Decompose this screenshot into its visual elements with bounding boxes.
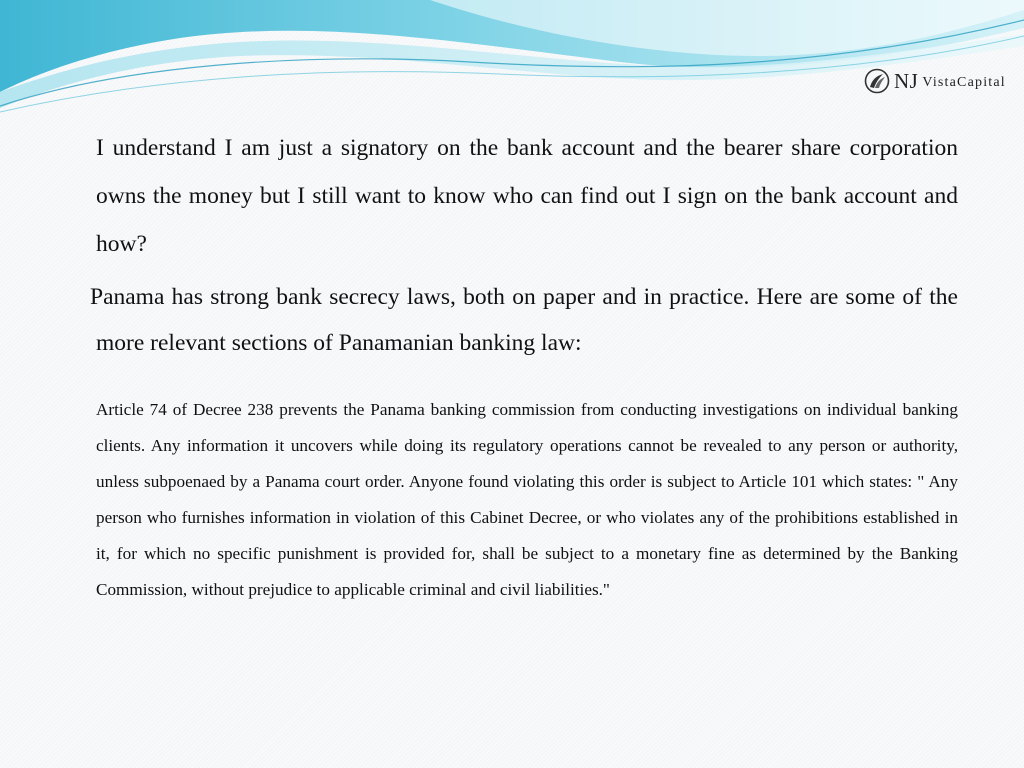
article-paragraph: Article 74 of Decree 238 prevents the Panama banking commission from conducting investigations on individual banking clients. Any information it uncovers while doing its regulatory operations cannot be revealed to any person or authority, unless subpoenaed by a Panama court order. Anyone found violating this order is subject to Article 101 which states: " Any person who furnishes information in violation of this Cabinet Decree, or who violates any of the prohibitions established in it, for which no specific punishment is provided for, shall be subject to a monetary fine as determined by the Banking Commission, without prejudice to applicable criminal and civil liabilities."	[96, 400, 958, 599]
logo-text-vistacapital: VistaCapital	[922, 75, 1006, 90]
logo-text-nj: NJ	[894, 68, 919, 93]
answer-intro-paragraph: Panama has strong bank secrecy laws, both on paper and in practice. Here are some of the more relevant sections of Panamanian banking law:	[90, 284, 958, 356]
question-paragraph: I understand I am just a signatory on the bank account and the bearer share corporation owns the money but I still want to know who can find out I sign on the bank account and how?	[96, 135, 958, 257]
